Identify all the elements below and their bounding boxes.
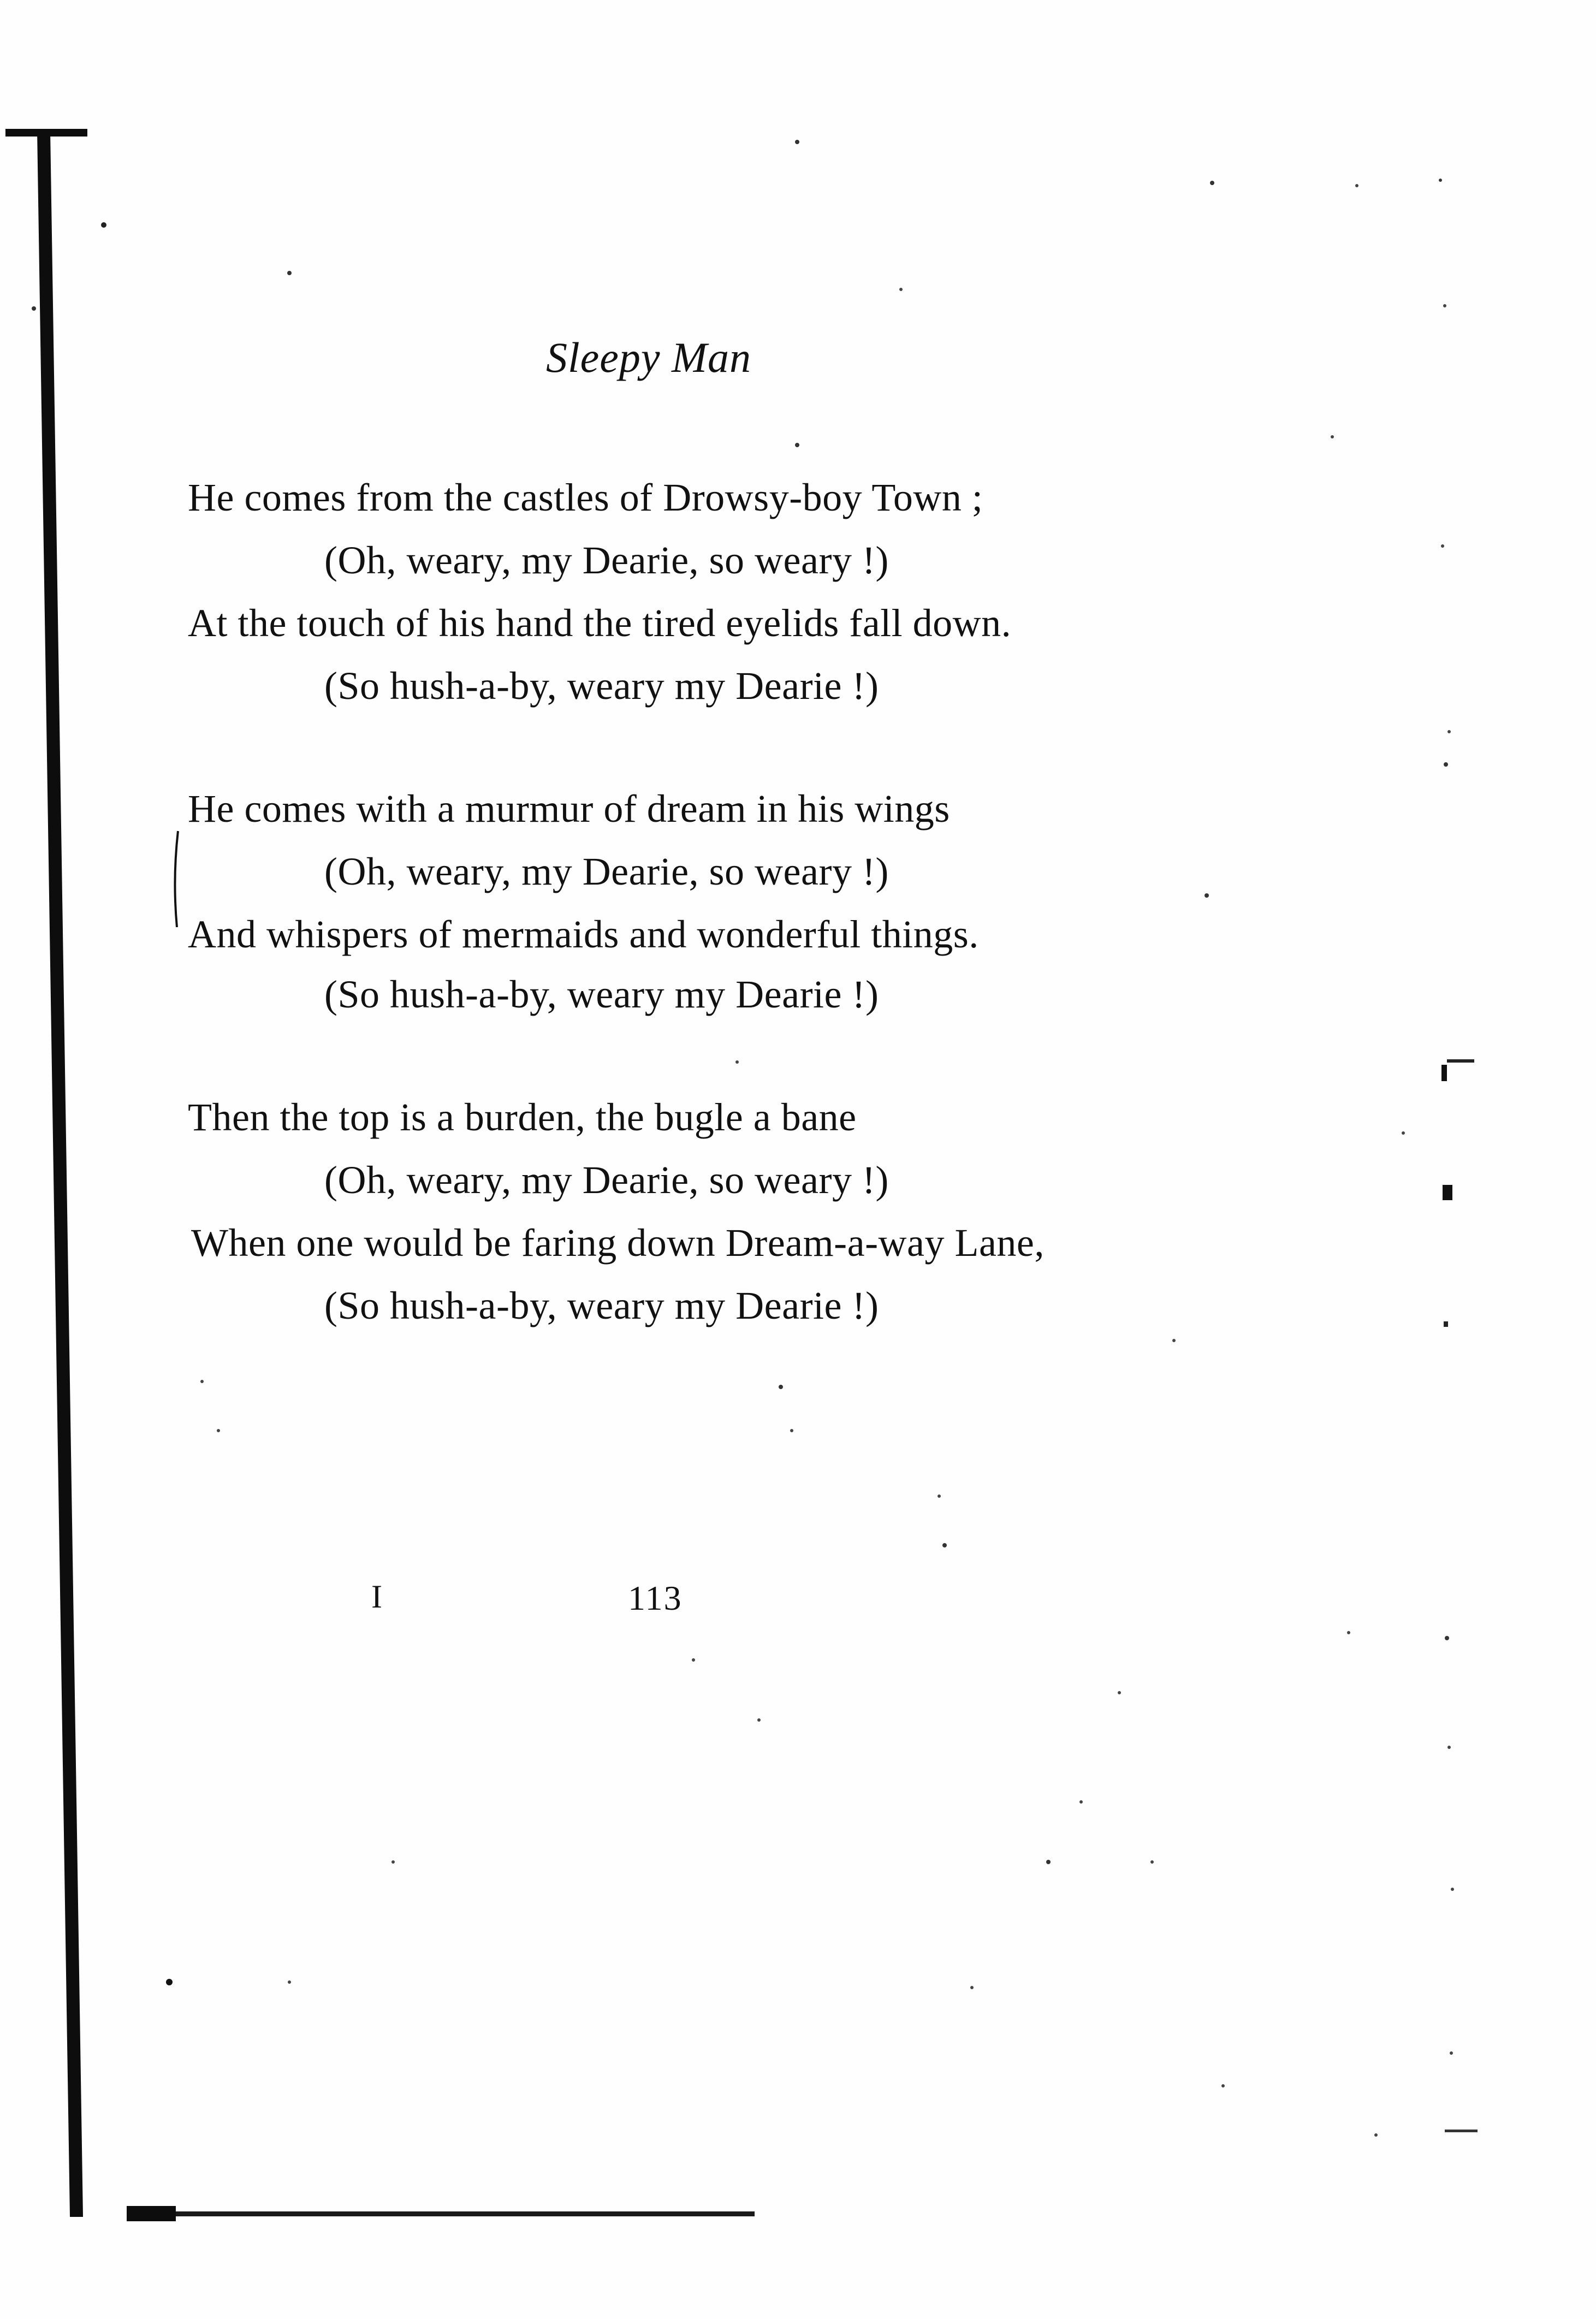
binding-edge-foot bbox=[127, 2206, 176, 2221]
binding-edge-bottom bbox=[127, 2211, 755, 2216]
margin-bracket-mark bbox=[170, 830, 181, 928]
poem-line: And whispers of mermaids and wonderful things. bbox=[188, 912, 979, 956]
page-number: 113 bbox=[628, 1579, 683, 1617]
poem-line: (Oh, weary, my Dearie, so weary !) bbox=[324, 538, 889, 582]
poem-line: (Oh, weary, my Dearie, so weary !) bbox=[324, 850, 889, 893]
signature-mark: I bbox=[371, 1579, 382, 1615]
poem-line: (So hush-a-by, weary my Dearie !) bbox=[324, 1284, 879, 1327]
poem-line: At the touch of his hand the tired eyelids fall down. bbox=[188, 601, 1012, 645]
poem-line: (So hush-a-by, weary my Dearie !) bbox=[324, 972, 879, 1016]
binding-edge bbox=[37, 131, 83, 2217]
page-edge-marks bbox=[1431, 109, 1496, 2239]
poem-line: He comes from the castles of Drowsy-boy Town ; bbox=[188, 476, 983, 519]
poem-line: (Oh, weary, my Dearie, so weary !) bbox=[324, 1158, 889, 1202]
poem-title: Sleepy Man bbox=[546, 334, 752, 381]
poem-line: He comes with a murmur of dream in his wings bbox=[188, 787, 950, 831]
poem-line: Then the top is a burden, the bugle a bane bbox=[188, 1095, 857, 1139]
poem-line: (So hush-a-by, weary my Dearie !) bbox=[324, 664, 879, 708]
poem-line: When one would be faring down Dream-a-way Lane, bbox=[191, 1221, 1045, 1265]
